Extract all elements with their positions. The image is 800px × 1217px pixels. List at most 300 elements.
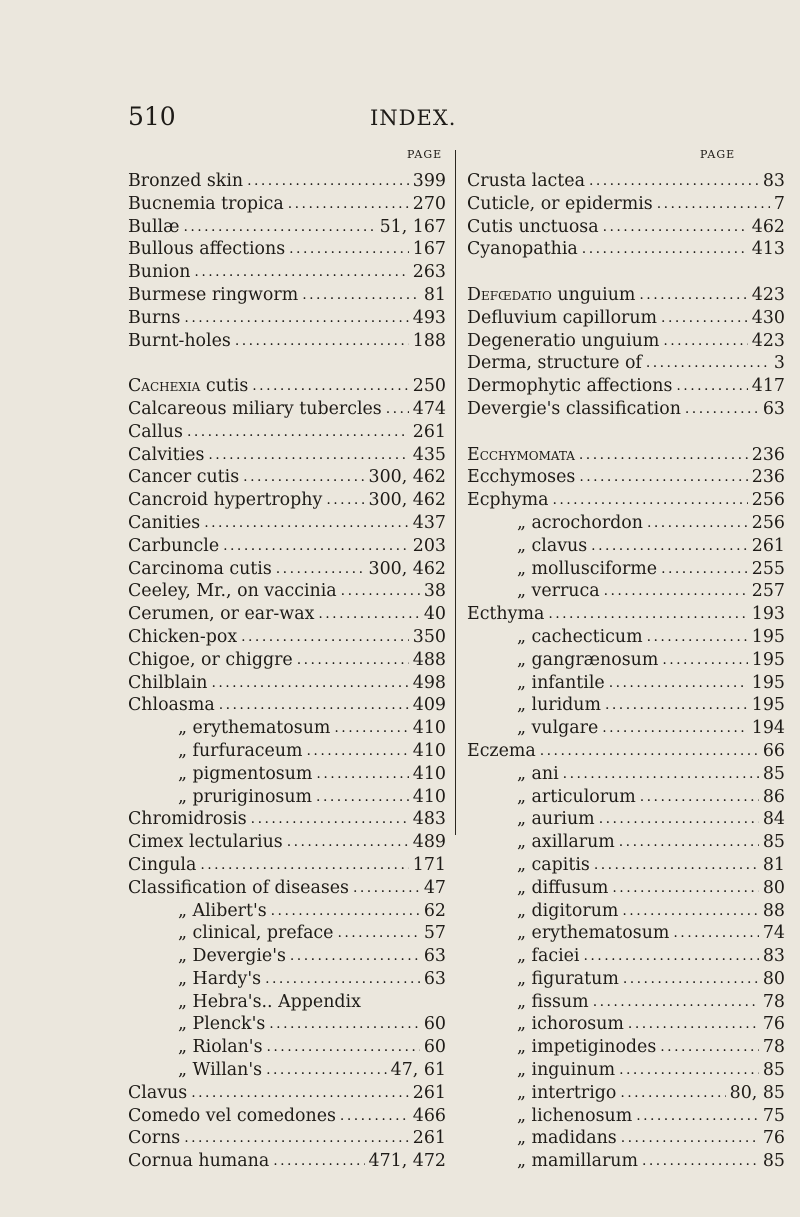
- page-reference: 78: [762, 1037, 785, 1058]
- page-reference: 483: [412, 809, 446, 830]
- page-reference: 417: [751, 376, 785, 397]
- index-entry: [467, 626, 785, 649]
- index-term: Calvities: [128, 444, 205, 465]
- index-term: „ Alibert's: [178, 900, 267, 921]
- index-entry: [128, 626, 446, 649]
- page-reference: 423: [751, 330, 785, 351]
- dot-leader: [673, 922, 758, 945]
- index-entry: [467, 284, 785, 307]
- page-reference: 86: [762, 786, 785, 807]
- dot-leader: [602, 717, 748, 740]
- index-entry: [128, 238, 446, 261]
- dot-leader: [685, 398, 759, 421]
- page-reference: 195: [751, 672, 785, 693]
- index-entry: [128, 535, 446, 558]
- dot-leader: [183, 216, 375, 239]
- index-entry: [467, 1013, 785, 1036]
- page-reference: 410: [412, 786, 446, 807]
- dot-leader: [623, 968, 759, 991]
- dot-leader: [621, 1127, 759, 1150]
- index-column-right: [467, 170, 785, 1173]
- dot-leader: [594, 854, 759, 877]
- page-reference: 462: [751, 216, 785, 237]
- index-entry: [467, 786, 785, 809]
- index-term: Burmese ringworm: [128, 284, 299, 305]
- dot-leader: [302, 284, 420, 307]
- dot-leader: [563, 763, 759, 786]
- index-entry: [128, 1150, 446, 1173]
- index-entry: [128, 1036, 446, 1059]
- page-reference: 498: [412, 672, 446, 693]
- index-entry: [467, 922, 785, 945]
- page-reference: 489: [412, 832, 446, 853]
- column-divider: [455, 150, 456, 835]
- page-reference: 399: [412, 171, 446, 191]
- dot-leader: [334, 717, 408, 740]
- dot-leader: [211, 672, 408, 695]
- index-term: „ mamillarum: [517, 1151, 638, 1172]
- page-reference: 63: [762, 398, 785, 419]
- page-reference: 488: [412, 649, 446, 670]
- index-entry: [128, 193, 446, 216]
- page-reference: 203: [412, 535, 446, 556]
- dot-leader: [316, 786, 409, 809]
- index-entry: [128, 580, 446, 603]
- dot-leader: [605, 694, 748, 717]
- page-column-label-left: PAGE: [407, 148, 443, 161]
- dot-leader: [386, 398, 409, 421]
- index-term: „ clavus: [517, 535, 588, 556]
- index-term: Chigoe, or chiggre: [128, 649, 293, 670]
- dot-leader: [241, 626, 409, 649]
- index-entry: [467, 763, 785, 786]
- dot-leader: [628, 1013, 759, 1036]
- page-reference: 47: [423, 877, 446, 898]
- page-reference: 261: [412, 1082, 446, 1103]
- index-entry: [128, 1105, 446, 1128]
- dot-leader: [200, 854, 408, 877]
- index-entry: [467, 649, 785, 672]
- index-term: „ inguinum: [517, 1060, 616, 1081]
- index-term: Bullæ: [128, 216, 180, 237]
- dot-leader: [589, 170, 759, 193]
- dot-leader: [184, 1127, 409, 1150]
- page-reference: 300, 462: [368, 490, 446, 511]
- page-reference: 195: [751, 649, 785, 670]
- dot-leader: [287, 831, 409, 854]
- index-term: „ articulorum: [517, 786, 636, 807]
- dot-leader: [582, 238, 748, 261]
- dot-leader: [579, 466, 747, 489]
- index-term: „ cachecticum: [517, 626, 643, 647]
- dot-leader: [251, 808, 409, 831]
- index-term: „ figuratum: [517, 968, 619, 989]
- dot-leader: [191, 1082, 409, 1105]
- index-term: Cachexia cutis: [128, 376, 249, 397]
- index-term: Ecphyma: [467, 490, 549, 511]
- index-entry: [467, 444, 785, 467]
- dot-leader: [252, 375, 409, 398]
- index-term: „ axillarum: [517, 832, 615, 853]
- index-term: Burns: [128, 307, 181, 328]
- index-term: Calcareous miliary tubercles: [128, 398, 382, 419]
- index-entry: [467, 717, 785, 740]
- index-term: „ faciei: [517, 946, 580, 967]
- page-reference: 423: [751, 284, 785, 305]
- index-entry: [467, 558, 785, 581]
- index-term: „ luridum: [517, 695, 601, 716]
- page-reference: 188: [412, 330, 446, 351]
- small-caps-lead: Ecchymomata: [467, 444, 575, 465]
- index-entry: [467, 854, 785, 877]
- index-term: Cimex lectularius: [128, 832, 283, 853]
- index-term: „ infantile: [517, 672, 605, 693]
- index-term: Chilblain: [128, 672, 208, 693]
- page-reference: 84: [762, 809, 785, 830]
- index-term: „ Willan's: [178, 1060, 263, 1081]
- index-term: Clavus: [128, 1082, 188, 1103]
- dot-leader: [647, 512, 748, 535]
- dot-leader: [642, 1150, 759, 1173]
- index-term: „ Hardy's: [178, 968, 262, 989]
- dot-leader: [552, 489, 747, 512]
- page-number: 510: [128, 102, 176, 131]
- page-reference: 350: [412, 626, 446, 647]
- dot-leader: [340, 1105, 409, 1128]
- index-entry: [128, 877, 446, 900]
- dot-leader: [326, 489, 364, 512]
- index-entry: [467, 375, 785, 398]
- index-term: Classification of diseases: [128, 877, 349, 898]
- page-column-label-right: PAGE: [700, 148, 736, 161]
- dot-leader: [243, 466, 364, 489]
- index-entry: [467, 512, 785, 535]
- dot-leader: [640, 786, 759, 809]
- index-term: „ mollusciforme: [517, 558, 658, 579]
- index-term: Derma, structure of: [467, 353, 642, 374]
- index-entry: [128, 1082, 446, 1105]
- index-entry: [128, 900, 446, 923]
- index-entry: [128, 831, 446, 854]
- index-entry: [128, 466, 446, 489]
- index-entry: [128, 763, 446, 786]
- dot-leader: [612, 877, 758, 900]
- index-entry: [128, 1059, 446, 1082]
- index-term: „ intertrigo: [517, 1082, 617, 1103]
- index-entry: [467, 1150, 785, 1173]
- page-reference: 88: [762, 900, 785, 921]
- page-reference: 57: [423, 923, 446, 944]
- index-entry: [128, 945, 446, 968]
- index-entry: [128, 284, 446, 307]
- index-entry: [128, 489, 446, 512]
- dot-leader: [661, 558, 748, 581]
- index-term: Bullous affections: [128, 239, 286, 260]
- index-entry: [128, 991, 446, 1014]
- index-entry: [467, 1127, 785, 1150]
- index-entry: [467, 170, 785, 193]
- index-entry: [128, 922, 446, 945]
- page-reference: 51, 167: [379, 216, 446, 237]
- dot-leader: [660, 1036, 759, 1059]
- page-reference: 256: [751, 512, 785, 533]
- page-reference: 40: [423, 604, 446, 625]
- index-entry: [467, 694, 785, 717]
- dot-leader: [647, 626, 748, 649]
- dot-leader: [266, 1059, 387, 1082]
- page-reference: 256: [751, 490, 785, 511]
- index-entry: [467, 398, 785, 421]
- index-term: „ digitorum: [517, 900, 619, 921]
- page-reference: 261: [412, 421, 446, 442]
- dot-leader: [307, 740, 409, 763]
- page-reference: 85: [762, 1151, 785, 1172]
- page-reference: 3: [773, 353, 785, 374]
- index-term: Cancroid hypertrophy: [128, 490, 323, 511]
- index-entry: [128, 444, 446, 467]
- index-term: Cingula: [128, 854, 197, 875]
- page-reference: 410: [412, 763, 446, 784]
- index-entry: [467, 991, 785, 1014]
- index-term: „ lichenosum: [517, 1105, 633, 1126]
- dot-leader: [267, 1036, 420, 1059]
- page-reference: 76: [762, 1128, 785, 1149]
- dot-leader: [603, 216, 748, 239]
- index-term: „ impetiginodes: [517, 1037, 657, 1058]
- index-term: „ vulgare: [517, 718, 599, 739]
- index-term: „ pruriginosum: [178, 786, 313, 807]
- index-entry: [128, 808, 446, 831]
- index-entry: [128, 398, 446, 421]
- index-term: Degeneratio unguium: [467, 330, 660, 351]
- page-reference: 195: [751, 626, 785, 647]
- page-reference: 435: [412, 444, 446, 465]
- page-reference: 83: [762, 946, 785, 967]
- dot-leader: [337, 922, 419, 945]
- page-reference: 81: [762, 854, 785, 875]
- page-reference: 236: [751, 467, 785, 488]
- index-term: Carcinoma cutis: [128, 558, 272, 579]
- index-entry: [467, 466, 785, 489]
- page-reference: 471, 472: [368, 1151, 446, 1172]
- dot-leader: [619, 831, 759, 854]
- page-reference: 75: [762, 1105, 785, 1126]
- index-term: „ ichorosum: [517, 1014, 624, 1035]
- dot-leader: [579, 444, 748, 467]
- index-entry: [467, 193, 785, 216]
- index-entry: [128, 558, 446, 581]
- index-entry: [128, 512, 446, 535]
- index-entry: [467, 352, 785, 375]
- page-reference: 493: [412, 307, 446, 328]
- index-entry: [467, 1059, 785, 1082]
- index-entry: [128, 672, 446, 695]
- index-entry: [128, 854, 446, 877]
- dot-leader: [208, 444, 408, 467]
- dot-leader: [289, 238, 409, 261]
- page-reference: 85: [762, 763, 785, 784]
- index-term: [467, 444, 575, 467]
- index-term: Chloasma: [128, 695, 215, 716]
- index-entry: [128, 1127, 446, 1150]
- index-entry: [467, 808, 785, 831]
- index-term: Chromidrosis: [128, 809, 247, 830]
- index-term: „ gangrænosum: [517, 649, 659, 670]
- index-entry: [467, 330, 785, 353]
- dot-leader: [265, 968, 420, 991]
- index-entry: [128, 330, 446, 353]
- index-entry: [128, 786, 446, 809]
- page-reference: 80: [762, 968, 785, 989]
- page-reference: 74: [762, 923, 785, 944]
- index-term: Chicken-pox: [128, 626, 238, 647]
- index-entry: [128, 261, 446, 284]
- dot-leader: [591, 535, 748, 558]
- index-term: Cutis unctuosa: [467, 216, 599, 237]
- page-reference: 60: [423, 1037, 446, 1058]
- index-term: Ceeley, Mr., on vaccinia: [128, 581, 337, 602]
- index-term: Bunion: [128, 262, 191, 283]
- small-caps-lead: Defœdatio: [467, 284, 552, 305]
- dot-leader: [676, 375, 747, 398]
- index-term: Bucnemia tropica: [128, 193, 284, 214]
- index-term: „ fissum: [517, 991, 589, 1012]
- index-term: Crusta lactea: [467, 171, 585, 191]
- index-entry: [467, 489, 785, 512]
- index-term: „ capitis: [517, 854, 590, 875]
- dot-leader: [609, 672, 748, 695]
- index-term: „ aurium: [517, 809, 595, 830]
- index-term: „ Hebra's.. Appendix: [178, 991, 361, 1012]
- dot-leader: [318, 603, 419, 626]
- page-reference: 83: [762, 171, 785, 191]
- dot-leader: [353, 877, 420, 900]
- index-entry: [128, 421, 446, 444]
- dot-leader: [622, 900, 758, 923]
- index-term: Burnt-holes: [128, 330, 231, 351]
- index-entry: [467, 945, 785, 968]
- page-reference: 85: [762, 832, 785, 853]
- index-entry: [128, 375, 446, 398]
- index-entry: [128, 170, 446, 193]
- index-term: „ clinical, preface: [178, 923, 334, 944]
- page-reference: 257: [751, 581, 785, 602]
- dot-leader: [219, 694, 409, 717]
- index-term: Cerumen, or ear-wax: [128, 604, 315, 625]
- page-reference: 466: [412, 1105, 446, 1126]
- index-entry: [128, 1013, 446, 1036]
- page-reference: 270: [412, 193, 446, 214]
- dot-leader: [620, 1082, 725, 1105]
- index-term: Callus: [128, 421, 183, 442]
- dot-leader: [593, 991, 759, 1014]
- dot-leader: [271, 900, 420, 923]
- dot-leader: [663, 330, 747, 353]
- page-reference: 38: [423, 581, 446, 602]
- page-reference: 236: [751, 444, 785, 465]
- index-term: „ madidans: [517, 1128, 617, 1149]
- page-reference: 60: [423, 1014, 446, 1035]
- index-term: „ verruca: [517, 581, 600, 602]
- index-term: Ecchymoses: [467, 467, 576, 488]
- index-entry: [467, 307, 785, 330]
- index-term: „ diffusum: [517, 877, 609, 898]
- index-entry: [128, 216, 446, 239]
- dot-leader: [639, 284, 747, 307]
- dot-leader: [288, 193, 409, 216]
- index-entry: [128, 717, 446, 740]
- index-term: „ furfuraceum: [178, 740, 303, 761]
- dot-leader: [661, 307, 748, 330]
- index-term: „ pigmentosum: [178, 763, 313, 784]
- index-entry: [467, 603, 785, 626]
- dot-leader: [204, 512, 409, 535]
- index-term: Cornua humana: [128, 1151, 270, 1172]
- page-reference: 474: [412, 398, 446, 419]
- dot-leader: [619, 1059, 759, 1082]
- dot-leader: [247, 170, 409, 193]
- index-term: Carbuncle: [128, 535, 220, 556]
- page-reference: 47, 61: [390, 1060, 446, 1081]
- index-entry: [467, 238, 785, 261]
- index-term: Cyanopathia: [467, 239, 578, 260]
- page-reference: 430: [751, 307, 785, 328]
- page-reference: 66: [762, 740, 785, 761]
- index-term: „ acrochordon: [517, 512, 643, 533]
- index-term: „ Plenck's: [178, 1014, 266, 1035]
- index-term: Cancer cutis: [128, 467, 240, 488]
- dot-leader: [636, 1105, 759, 1128]
- index-entry: [467, 877, 785, 900]
- index-entry: [467, 1082, 785, 1105]
- page-reference: 261: [751, 535, 785, 556]
- index-term: Devergie's classification: [467, 398, 681, 419]
- dot-leader: [223, 535, 409, 558]
- index-entry: [467, 1036, 785, 1059]
- index-term: Corns: [128, 1128, 181, 1149]
- index-term: Ecthyma: [467, 604, 545, 625]
- dot-leader: [269, 1013, 420, 1036]
- page-reference: 80, 85: [729, 1082, 785, 1103]
- dot-leader: [540, 740, 759, 763]
- dot-leader: [276, 558, 365, 581]
- index-term: Defœdatio unguium: [467, 284, 636, 305]
- index-entry: [128, 968, 446, 991]
- page-reference: 63: [423, 968, 446, 989]
- index-term: Cuticle, or epidermis: [467, 193, 653, 214]
- page-reference: 410: [412, 718, 446, 739]
- page-reference: 81: [423, 284, 446, 305]
- dot-leader: [316, 763, 408, 786]
- running-head: INDEX.: [370, 106, 457, 130]
- dot-leader: [187, 421, 409, 444]
- dot-leader: [584, 945, 759, 968]
- index-entry: [467, 968, 785, 991]
- page-reference: 300, 462: [368, 558, 446, 579]
- index-entry: [467, 535, 785, 558]
- page-reference: 437: [412, 512, 446, 533]
- page-reference: 76: [762, 1014, 785, 1035]
- index-entry: [467, 580, 785, 603]
- page-reference: 193: [751, 604, 785, 625]
- dot-leader: [548, 603, 747, 626]
- dot-leader: [290, 945, 420, 968]
- page-reference: 78: [762, 991, 785, 1012]
- page-reference: 80: [762, 877, 785, 898]
- dot-leader: [599, 808, 759, 831]
- index-entry: [128, 740, 446, 763]
- dot-leader: [604, 580, 748, 603]
